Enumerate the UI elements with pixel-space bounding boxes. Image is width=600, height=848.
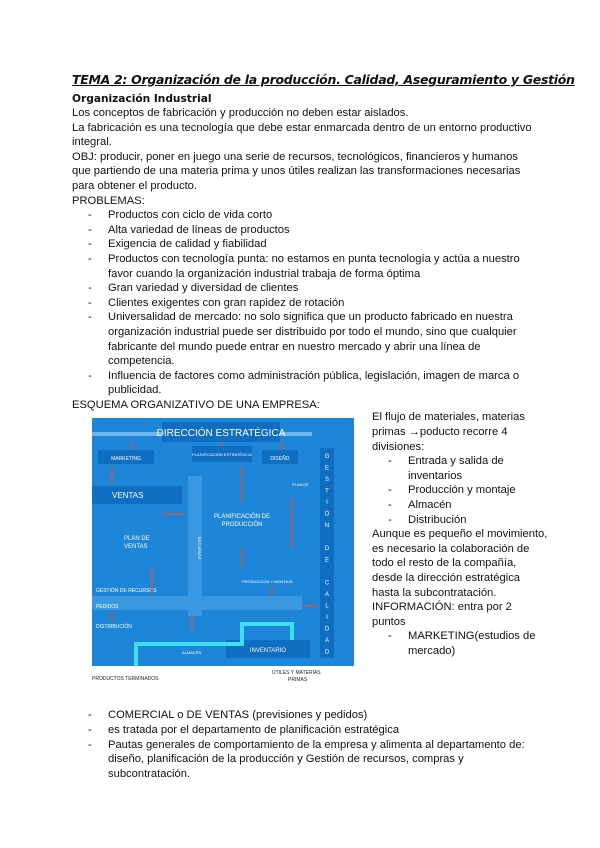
inventario-label: INVENTARIO [249,648,287,655]
problems-heading: PROBLEMAS: [72,194,145,207]
calidad-letter: L [325,603,329,610]
calidad-letter: G [324,454,330,461]
bottom-list [72,708,532,737]
calidad-letter: E [324,557,330,564]
gestion-recursos-label: GESTIÓN DE RECURSOS [96,588,157,595]
esquema-section [72,411,548,708]
side-paragraph: Aunque es pequeño el movimiento, es necesario la colaboración de todo el resto de la compañía, desde la dirección estratégica hasta la subcontratación. [372,528,548,599]
list-item: - es tratada por el departamento de planificación estratégica [108,723,532,738]
plan-ventas-label-1: PLAN DE [124,536,150,543]
side-info: INFORMACIÓN: entra por 2 puntos [372,601,512,628]
side-intro: El flujo de materiales, materias primas →poducto recorre 4 divisiones: [372,411,525,453]
list-item: - Productos con ciclo de vida corto [108,208,532,223]
organization-diagram [92,418,354,690]
paragraph: La fabricación es una tecnología que debe estar enmarcada dentro de un entorno productivo integral. [72,121,532,149]
list-item: - Gran variedad y diversidad de clientes [108,281,532,296]
list-item: - MARKETING(estudios de mercado) [408,629,548,658]
utiles-label-2: PRIMAS [288,677,308,684]
productos-terminados-label: PRODUCTOS TERMINADOS [92,676,159,683]
calidad-letter: A [324,638,330,645]
pedidos-label: PEDIDOS [96,604,119,611]
calidad-letter: I [326,500,328,507]
list-item: - Clientes exigentes con gran rapidez de rotación [108,296,532,311]
calidad-letter: I [326,615,328,622]
ventas-label: VENTAS [112,491,144,501]
page-title: TEMA 2: Organización de la producción. Calidad, Aseguramiento y Gestión [72,72,575,87]
list-item: - Alta variedad de líneas de productos [108,223,532,238]
list-item: - Exigencia de calidad y fiabilidad [108,237,532,252]
calidad-letter: E [324,465,330,472]
list-item: - Entrada y salida de inventarios [408,454,548,483]
utiles-label-1: ÚTILES Y MATERIAS [272,670,321,677]
calidad-letter: D [324,626,330,633]
calidad-letter: A [324,592,330,599]
calidad-letter: T [325,488,329,495]
planificacion-produccion-label-2: PRODUCCIÓN [221,522,263,529]
direccion-label: DIRECCIÓN ESTRATÉGICA [156,428,286,440]
calidad-letter: D [324,546,330,553]
almacen-label: ALMACÉN [182,650,202,656]
list-item: - Almacén [408,498,548,513]
plan-ventas-label-2: VENTAS [124,544,148,551]
diseno-label: DISEÑO [270,456,290,463]
marketing-label: MARKETING [111,456,141,463]
planificacion-estrategica-label: PLANIFICACIÓN ESTRATÉGICA [192,452,252,458]
paragraph: Los conceptos de fabricación y producción no deben estar aislados. [72,107,409,119]
list-item: - Productos con tecnología punta: no estamos en punta tecnología y actúa a nuestro favor cuando la organización industrial trabaja de forma óptima [108,252,532,281]
paragraph: OBJ: producir, poner en juego una serie de recursos, tecnológicos, financieros y humanos que partiendo de una materia prima y unos útiles realizan las transformaciones necesarias para obtener el producto. [72,150,521,192]
side-list [372,454,548,527]
list-item: - Distribución [408,513,548,528]
list-item: - COMERCIAL o DE VENTAS (previsiones y pedidos) [108,708,532,723]
side-notes [372,410,548,658]
calidad-letter: Ó [324,511,330,518]
calidad-letter: C [324,580,330,587]
calidad-letter: N [324,523,330,530]
list-item: - Influencia de factores como administración pública, legislación, imagen de marca o publicidad. [108,369,532,398]
bottom-sublist [72,738,532,782]
problems-list [72,208,532,398]
list-item: - Universalidad de mercado: no solo significa que un producto fabricado en nuestra organización industrial puede ser distribuido por todo el mundo, sino que cualquier fabricante del mundo puede entrar en nuestro mercado y abrir una línea de competencia. [108,310,532,368]
gestion-band [92,596,302,610]
recursos-label: RECURSOS [197,537,202,560]
planificacion-produccion-label-1: PLANIFICACIÓN DE [213,514,271,521]
produccion-montaje-label: PRODUCCIÓN Y MONTAJE [242,579,293,585]
document-page [72,72,575,781]
planos-label: PLANOS [292,482,309,488]
calidad-letter: D [324,649,330,656]
esquema-heading: ESQUEMA ORGANIZATIVO DE UNA EMPRESA: [72,398,320,411]
distribucion-label: DISTRIBUCIÓN [96,624,132,631]
side-info-list [372,629,548,658]
calidad-letter: S [324,477,330,484]
list-item: - Producción y montaje [408,483,548,498]
section-heading: Organización Industrial [72,93,212,105]
list-item: - Pautas generales de comportamiento de la empresa y alimenta al departamento de: diseño, planificación de la producción y Gestión de recursos, compras y subcontratación. [108,738,532,782]
